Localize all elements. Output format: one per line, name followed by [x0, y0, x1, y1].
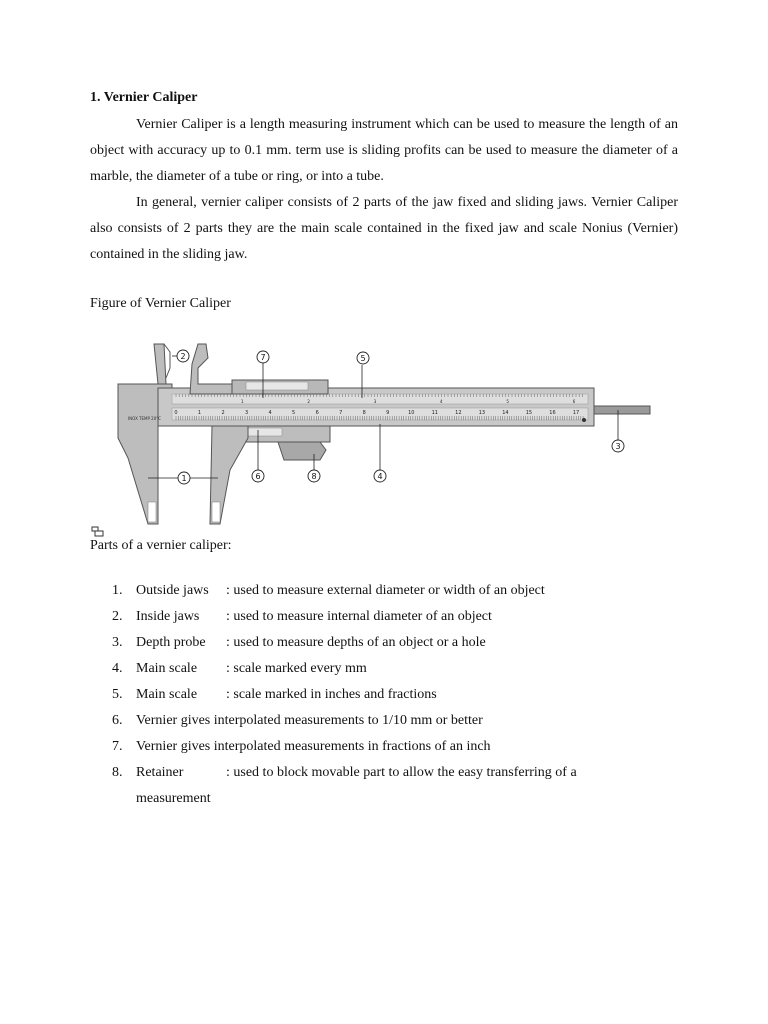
mm-scale-label: 5: [292, 410, 296, 416]
mm-scale-label: 9: [386, 410, 390, 416]
callout-1-label: 1: [181, 474, 187, 483]
end-screw: [582, 418, 586, 422]
mm-scale-label: 10: [408, 410, 415, 416]
parts-list-title: Parts of a vernier caliper:: [90, 538, 232, 553]
inch-scale-band: [172, 394, 588, 404]
callout-5-label: 5: [360, 354, 366, 363]
mm-scale-label: 14: [502, 410, 509, 416]
inch-scale-label: 1: [241, 399, 244, 404]
mm-scale-label: 15: [525, 410, 533, 416]
mm-scale-label: 0: [174, 410, 178, 416]
inch-scale-label: 2: [307, 399, 310, 404]
callout-2-label: 2: [180, 352, 186, 361]
anchor-icon: [91, 526, 104, 537]
depth-probe: [594, 406, 650, 414]
body-marking: INOX TEMP 20°C: [128, 416, 162, 421]
mm-scale-label: 6: [315, 410, 319, 416]
upper-vernier-window: [246, 382, 308, 390]
section-heading: 1. Vernier Caliper: [90, 90, 198, 105]
list-item: 7. Vernier gives interpolated measurements in fractions of an inch: [112, 739, 491, 754]
fixed-jaw-tip-shade: [148, 502, 156, 522]
parts-paragraph: In general, vernier caliper consists of 2 parts of the jaw fixed and sliding jaws. Vernier Caliper also consists of 2 parts they are the main scale contained in the fixed jaw and scale Nonius (Vernier) contained in the sliding jaw.: [90, 195, 678, 262]
mm-scale-label: 1: [197, 410, 202, 416]
vernier-caliper-figure: [114, 338, 654, 530]
mm-scale-label: 13: [478, 410, 486, 416]
intro-paragraph: Vernier Caliper is a length measuring instrument which can be used to measure the length of an object with accuracy up to 0.1 mm. term use is sliding profits can be used to measure the diameter of a marble, the diameter of a tube or ring, or into a tube.: [90, 117, 678, 184]
mm-scale-label: 11: [431, 410, 439, 416]
fixed-inside-jaw: [154, 344, 166, 384]
callout-7-label: 7: [260, 353, 266, 362]
list-item: 2. Inside jaws : used to measure internal diameter of an object: [112, 609, 492, 624]
callout-4-label: 4: [377, 472, 383, 481]
mm-scale-label: 17: [572, 410, 580, 416]
list-item: 5. Main scale : scale marked in inches and fractions: [112, 687, 437, 702]
mm-scale-label: 16: [549, 410, 556, 416]
list-item: 8. Retainer : used to block movable part to allow the easy transferring of a measurement: [112, 765, 577, 806]
inch-scale-label: 3: [373, 399, 377, 404]
callout-3-label: 3: [615, 442, 621, 451]
mm-scale-label: 8: [362, 410, 366, 416]
list-item: 1. Outside jaws : used to measure external diameter or width of an object: [112, 583, 545, 598]
list-item: 3. Depth probe : used to measure depths of an object or a hole: [112, 635, 486, 650]
list-item: 4. Main scale : scale marked every mm: [112, 661, 367, 676]
mm-scale-label: 3: [244, 410, 249, 416]
mm-scale-label: 2: [221, 410, 225, 416]
figure-caption: Figure of Vernier Caliper: [90, 296, 231, 311]
mm-scale-label: 12: [455, 410, 462, 416]
sliding-jaw-tip-shade: [212, 502, 220, 522]
parts-list: [90, 578, 650, 812]
list-item: 6. Vernier gives interpolated measurements to 1/10 mm or better: [112, 713, 483, 728]
sliding-inside-jaw: [190, 344, 232, 394]
mm-scale-label: 4: [268, 410, 272, 416]
inch-scale-label: 5: [506, 399, 509, 404]
callout-6-label: 6: [255, 472, 261, 481]
inch-scale-label: 4: [440, 399, 443, 404]
retainer-thumb: [278, 442, 326, 460]
callout-8-label: 8: [311, 472, 317, 481]
inch-scale-label: 6: [572, 399, 576, 404]
mm-scale-label: 7: [339, 410, 343, 416]
